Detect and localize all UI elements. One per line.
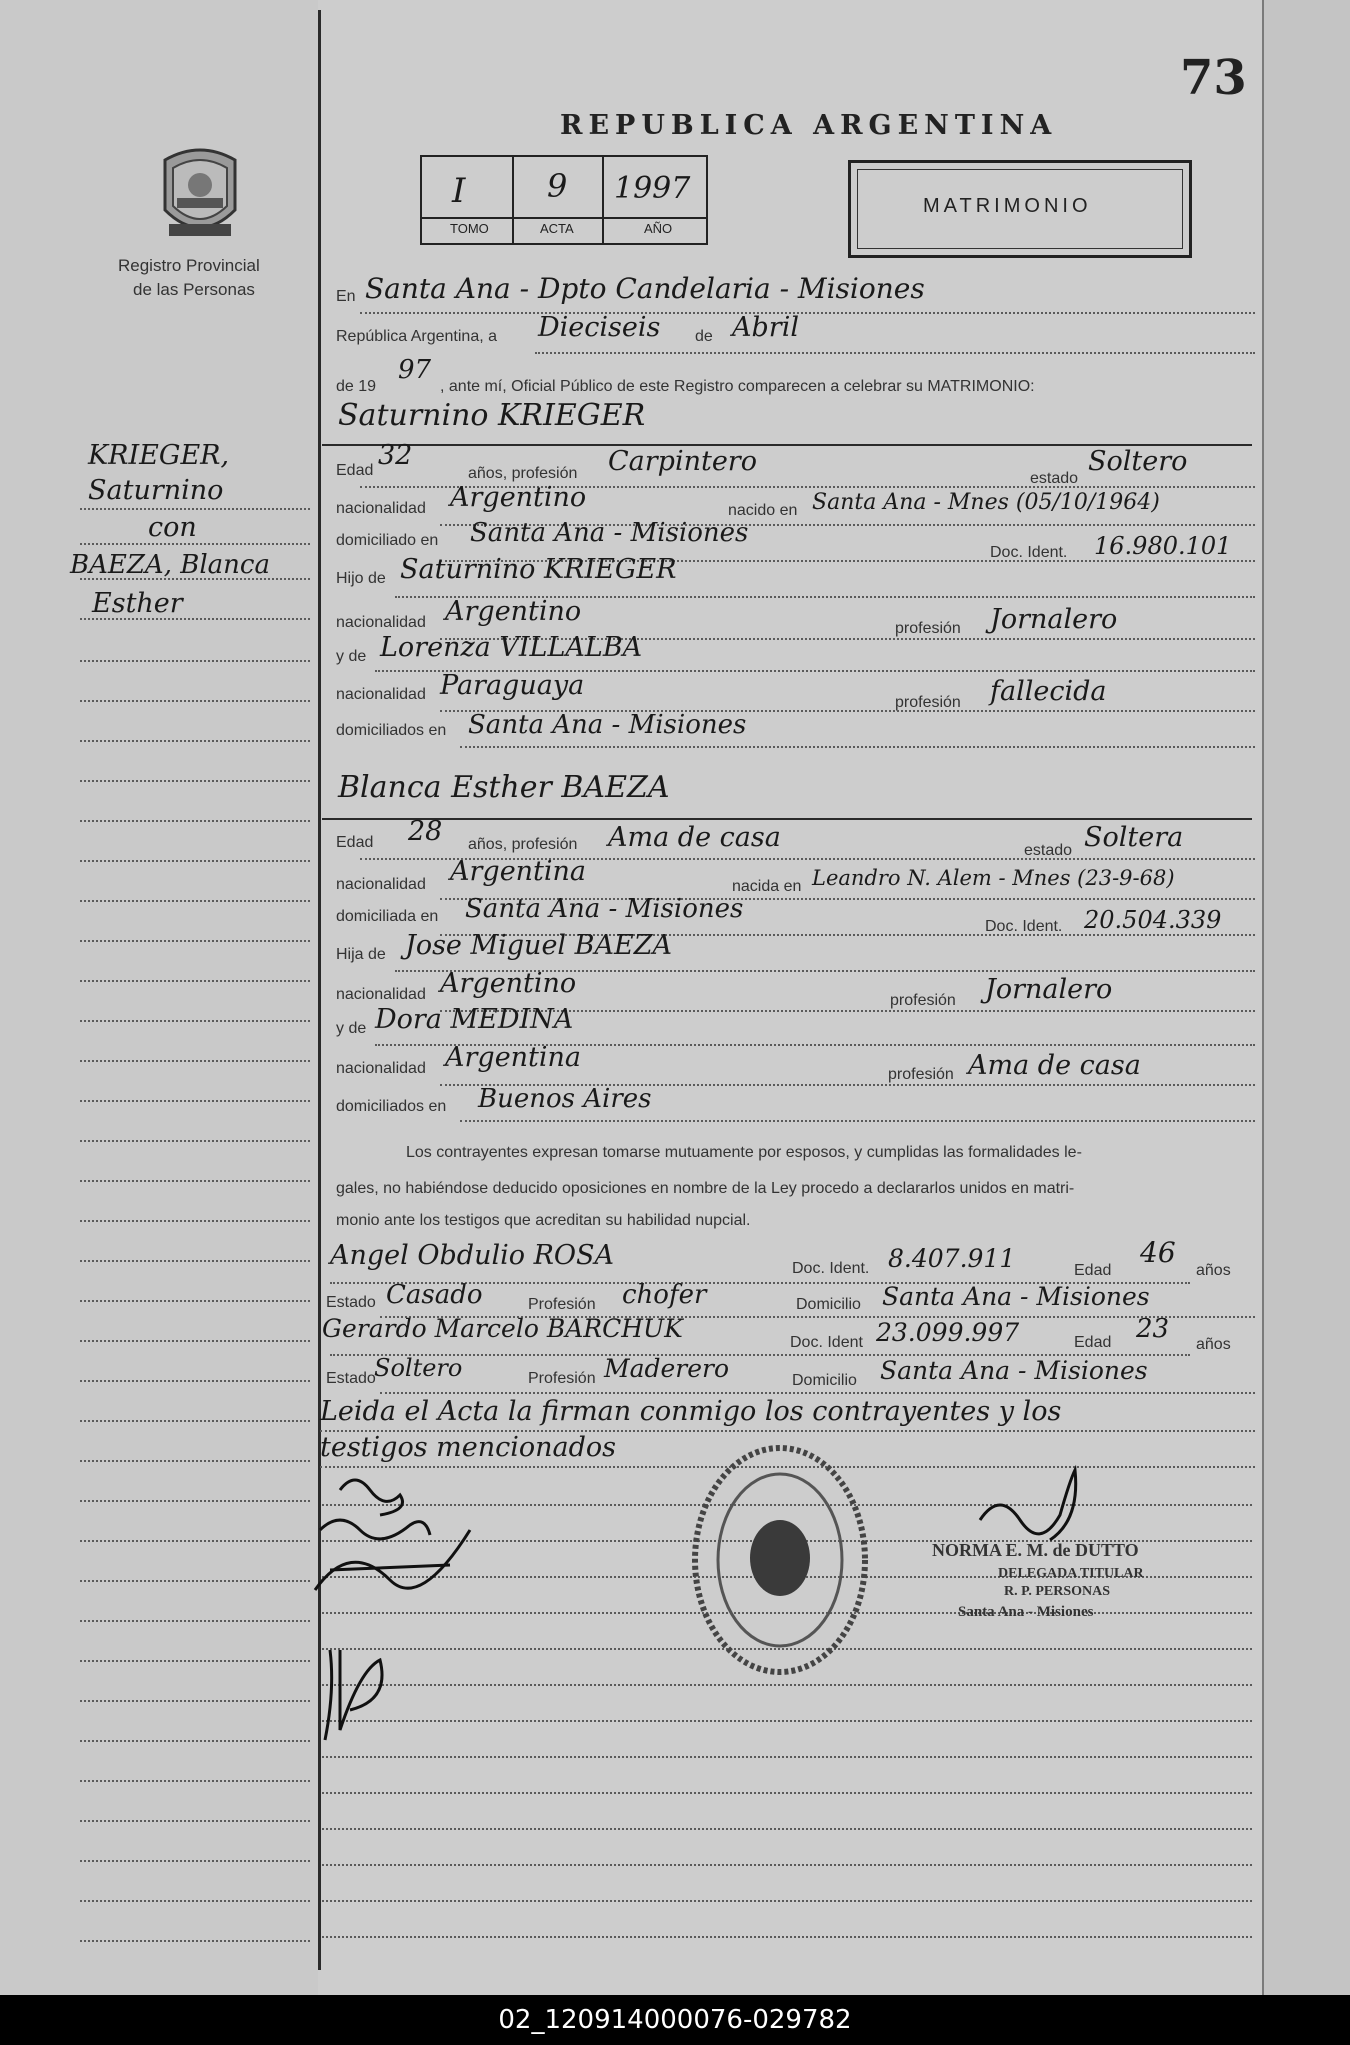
- anio-value: 1997: [614, 171, 691, 206]
- groom-father-nac-label: nacionalidad: [336, 614, 426, 631]
- witness2-prof-label: Profesión: [528, 1370, 596, 1387]
- groom-father-prof-label: profesión: [895, 620, 961, 637]
- registry-seal: [690, 1440, 870, 1680]
- witness1-dom-label: Domicilio: [796, 1296, 861, 1313]
- groom-doms-label: domiciliados en: [336, 722, 447, 739]
- bride-edad-label: Edad: [336, 834, 374, 851]
- groom-mother-prof: fallecida: [990, 676, 1107, 707]
- year-prefix: de 19: [336, 378, 377, 395]
- acta-value: 9: [547, 167, 568, 205]
- groom-mother-prof-label: profesión: [895, 694, 961, 711]
- month-value: Abril: [732, 312, 799, 343]
- groom-profesion: Carpintero: [608, 446, 757, 477]
- groom-yde-label: y de: [336, 648, 367, 665]
- bride-father-prof-label: profesión: [890, 992, 956, 1009]
- witness2-dom-label: Domicilio: [792, 1372, 857, 1389]
- bride-estado-label: estado: [1024, 842, 1073, 859]
- stamp-line4: Santa Ana - Misiones: [958, 1604, 1094, 1620]
- bride-name: Blanca Esther BAEZA: [338, 770, 670, 805]
- groom-nacionalidad: Argentino: [450, 482, 587, 513]
- republica-label: República Argentina, a: [336, 328, 497, 345]
- bride-yde-label: y de: [336, 1020, 367, 1037]
- witness1-name: Angel Obdulio ROSA: [330, 1240, 615, 1271]
- stamp-line1: NORMA E. M. de DUTTO: [932, 1540, 1139, 1560]
- bride-father-prof: Jornalero: [985, 974, 1113, 1005]
- bride-mother-prof: Ama de casa: [968, 1050, 1141, 1081]
- closing-line1: Leida el Acta la firman conmigo los contrayentes y los: [320, 1396, 1062, 1427]
- bride-mother: Dora MEDINA: [375, 1004, 574, 1035]
- bride-profesion: Ama de casa: [608, 822, 781, 853]
- bride-mother-nac: Argentina: [445, 1042, 582, 1073]
- groom-estado: Soltero: [1088, 446, 1188, 477]
- place-value: Santa Ana - Dpto Candelaria - Misiones: [365, 272, 925, 305]
- groom-doc: 16.980.101: [1094, 532, 1232, 560]
- margin-note-line2: Saturnino: [88, 475, 224, 506]
- scan-footer-code: 02_120914000076-029782: [0, 1995, 1350, 2045]
- bride-dom-label: domiciliada en: [336, 908, 439, 925]
- right-page-edge: [1262, 0, 1350, 1995]
- anio-label: AÑO: [644, 221, 673, 236]
- declaration-line2: gales, no habiéndose deducido oposiciones en nombre de la Ley procedo a declararlos unidos en matri-: [336, 1180, 1075, 1197]
- witness2-name: Gerardo Marcelo BARCHUK: [322, 1314, 683, 1343]
- witness2-domicilio: Santa Ana - Misiones: [880, 1356, 1148, 1385]
- witness1-domicilio: Santa Ana - Misiones: [882, 1282, 1150, 1311]
- witness2-edad-label: Edad: [1074, 1334, 1112, 1351]
- signatures: [300, 1470, 520, 1760]
- witness1-doc: 8.407.911: [888, 1244, 1016, 1273]
- document-title: REPUBLICA ARGENTINA: [560, 110, 1058, 141]
- bride-father-nac: Argentino: [440, 968, 577, 999]
- stamp-line3: R. P. PERSONAS: [1004, 1584, 1111, 1599]
- witness1-estado: Casado: [386, 1280, 483, 1310]
- bride-profesion-label: años, profesión: [468, 836, 578, 853]
- bride-father-nac-label: nacionalidad: [336, 986, 426, 1003]
- registro-label-2: de las Personas: [133, 280, 255, 299]
- bride-doms-label: domiciliados en: [336, 1098, 447, 1115]
- groom-father-nac: Argentino: [445, 596, 582, 627]
- witness1-doc-label: Doc. Ident.: [792, 1260, 870, 1277]
- year-suffix: 97: [398, 355, 432, 385]
- bride-mother-prof-label: profesión: [888, 1066, 954, 1083]
- margin-note-line4: BAEZA, Blanca: [70, 550, 270, 580]
- act-reference-box: [420, 155, 708, 245]
- bride-nac-label: nacionalidad: [336, 876, 426, 893]
- witness2-estado-label: Estado: [326, 1370, 376, 1387]
- witness1-edad-label: Edad: [1074, 1262, 1112, 1279]
- declaration-line3: monio ante los testigos que acreditan su habilidad nupcial.: [336, 1212, 751, 1229]
- bride-doc: 20.504.339: [1084, 906, 1222, 934]
- margin-note-line1: KRIEGER,: [88, 440, 230, 471]
- bride-mother-nac-label: nacionalidad: [336, 1060, 426, 1077]
- bride-doc-label: Doc. Ident.: [985, 918, 1063, 935]
- registro-label-1: Registro Provincial: [118, 256, 260, 275]
- tomo-value: I: [452, 171, 466, 211]
- bride-edad: 28: [408, 816, 443, 847]
- de-label: de: [695, 328, 713, 345]
- act-type-label: MATRIMONIO: [923, 195, 1092, 217]
- witness1-profesion: chofer: [622, 1280, 707, 1310]
- groom-nacido-label: nacido en: [728, 502, 798, 519]
- groom-father-prof: Jornalero: [990, 604, 1118, 635]
- bride-parents-dom: Buenos Aires: [478, 1084, 652, 1114]
- bride-father: Jose Miguel BAEZA: [405, 930, 672, 961]
- bride-nacida-label: nacida en: [732, 878, 802, 895]
- closing-line2: testigos mencionados: [320, 1432, 617, 1463]
- groom-doc-label: Doc. Ident.: [990, 544, 1068, 561]
- witness1-edad: 46: [1140, 1236, 1176, 1269]
- matrimonio-box: [848, 160, 1192, 258]
- witness1-anos-label: años: [1196, 1262, 1231, 1279]
- groom-parents-dom: Santa Ana - Misiones: [468, 710, 747, 740]
- groom-hijo-label: Hijo de: [336, 570, 386, 587]
- bride-estado: Soltera: [1084, 822, 1184, 853]
- bride-hija-label: Hija de: [336, 946, 386, 963]
- groom-domicilio: Santa Ana - Misiones: [470, 518, 749, 548]
- margin-note-line5: Esther: [92, 588, 183, 619]
- witness2-doc-label: Doc. Ident: [790, 1334, 863, 1351]
- groom-nacido: Santa Ana - Mnes (05/10/1964): [812, 490, 1160, 515]
- stamp-line2: DELEGADA TITULAR: [998, 1566, 1144, 1581]
- groom-name: Saturnino KRIEGER: [338, 398, 646, 433]
- provincial-seal-logo: [155, 140, 245, 245]
- witness2-edad: 23: [1136, 1314, 1170, 1344]
- groom-estado-label: estado: [1030, 470, 1079, 487]
- witness2-anos-label: años: [1196, 1336, 1231, 1353]
- groom-father: Saturnino KRIEGER: [400, 554, 677, 585]
- witness2-doc: 23.099.997: [876, 1318, 1020, 1347]
- ante-text: , ante mí, Oficial Público de este Registro comparecen a celebrar su MATRIMONIO:: [440, 378, 1035, 395]
- groom-edad: 32: [378, 440, 413, 471]
- groom-edad-label: Edad: [336, 462, 374, 479]
- tomo-label: TOMO: [450, 221, 489, 236]
- groom-mother-nac: Paraguaya: [440, 670, 585, 701]
- groom-mother: Lorenza VILLALBA: [380, 632, 643, 663]
- groom-profesion-label: años, profesión: [468, 465, 578, 482]
- bride-nacionalidad: Argentina: [450, 856, 587, 887]
- witness2-profesion: Maderero: [604, 1354, 730, 1383]
- en-label: En: [336, 288, 356, 305]
- page-number: 73: [1180, 50, 1247, 106]
- groom-nac-label: nacionalidad: [336, 500, 426, 517]
- bride-nacida: Leandro N. Alem - Mnes (23-9-68): [812, 866, 1175, 890]
- day-value: Dieciseis: [538, 312, 661, 343]
- witness1-prof-label: Profesión: [528, 1296, 596, 1313]
- witness1-estado-label: Estado: [326, 1294, 376, 1311]
- acta-label: ACTA: [540, 221, 574, 236]
- groom-mother-nac-label: nacionalidad: [336, 686, 426, 703]
- witness2-estado: Soltero: [374, 1354, 463, 1382]
- groom-dom-label: domiciliado en: [336, 532, 439, 549]
- declaration-line1: Los contrayentes expresan tomarse mutuamente por esposos, y cumplidas las formalidades le-: [406, 1144, 1082, 1161]
- bride-domicilio: Santa Ana - Misiones: [465, 894, 744, 924]
- margin-note-line3: con: [148, 512, 197, 543]
